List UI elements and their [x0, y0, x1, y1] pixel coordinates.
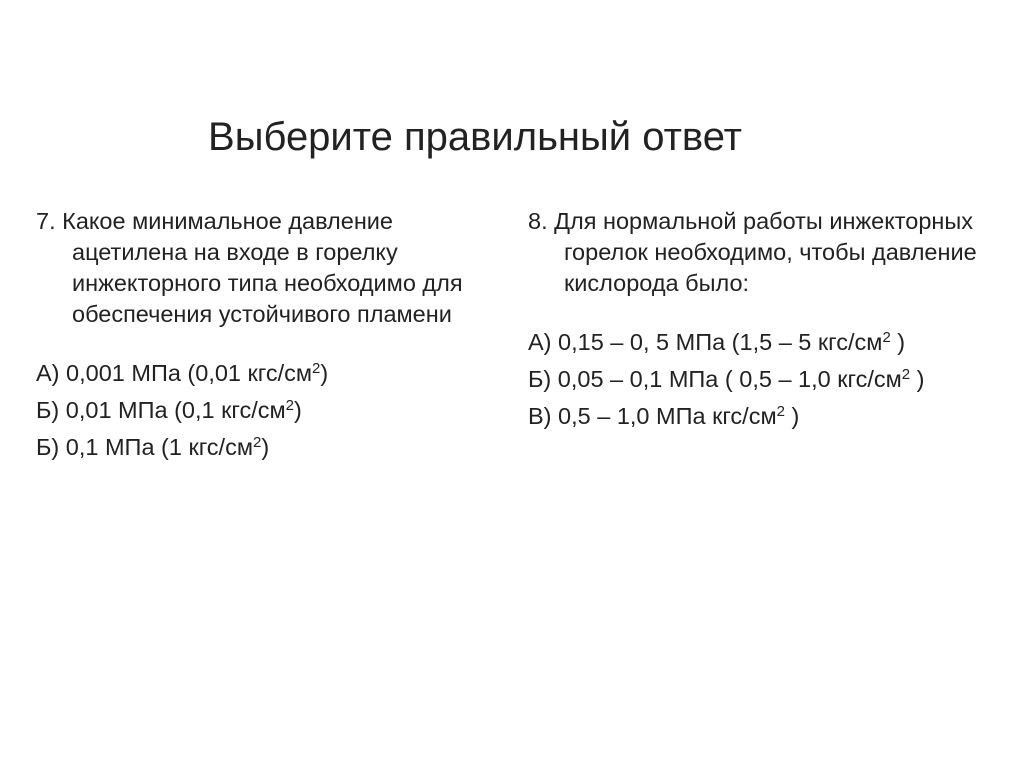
- answer-tail: ): [261, 434, 270, 460]
- superscript: 2: [285, 397, 294, 414]
- answer-option-7c: [36, 432, 496, 463]
- answer-tail: ): [320, 360, 329, 386]
- answer-text: Б) 0,05 – 0,1 МПа ( 0,5 – 1,0 кгс/см: [528, 366, 902, 392]
- answer-text: В) 0,5 – 1,0 МПа кгс/см: [528, 403, 777, 429]
- answer-tail: ): [890, 329, 906, 355]
- superscript: 2: [776, 403, 785, 420]
- answer-text: А) 0,001 МПа (0,01 кгс/см: [36, 360, 313, 386]
- superscript: 2: [882, 329, 891, 346]
- answer-option-7b: [36, 395, 496, 426]
- answer-text: Б) 0,1 МПа (1 кгс/см: [36, 434, 253, 460]
- answer-option-8a: [528, 327, 998, 358]
- answer-option-7a: [36, 358, 496, 389]
- question-7-column: [36, 206, 496, 469]
- answer-tail: ): [784, 403, 800, 429]
- superscript: 2: [253, 434, 262, 451]
- answer-option-8b: [528, 364, 998, 395]
- question-8-column: [528, 206, 998, 438]
- answer-tail: ): [294, 397, 302, 423]
- answer-tail: ): [910, 366, 925, 392]
- answer-option-8c: [528, 401, 998, 432]
- question-8-text: 8. Для нормальной работы инжекторных горелок необходимо, чтобы давление кислорода было:: [528, 208, 977, 296]
- answer-text: Б) 0,01 МПа (0,1 кгс/см: [36, 397, 286, 423]
- superscript: 2: [312, 360, 321, 377]
- superscript: 2: [901, 366, 911, 383]
- question-7-text: 7. Какое минимальное давление ацетилена на входе в горелку инжекторного типа необходимо для обеспечения устойчивого пламени: [36, 208, 463, 327]
- answer-text: А) 0,15 – 0, 5 МПа (1,5 – 5 кгс/см: [528, 329, 883, 355]
- slide-title: Выберите правильный ответ: [208, 115, 742, 159]
